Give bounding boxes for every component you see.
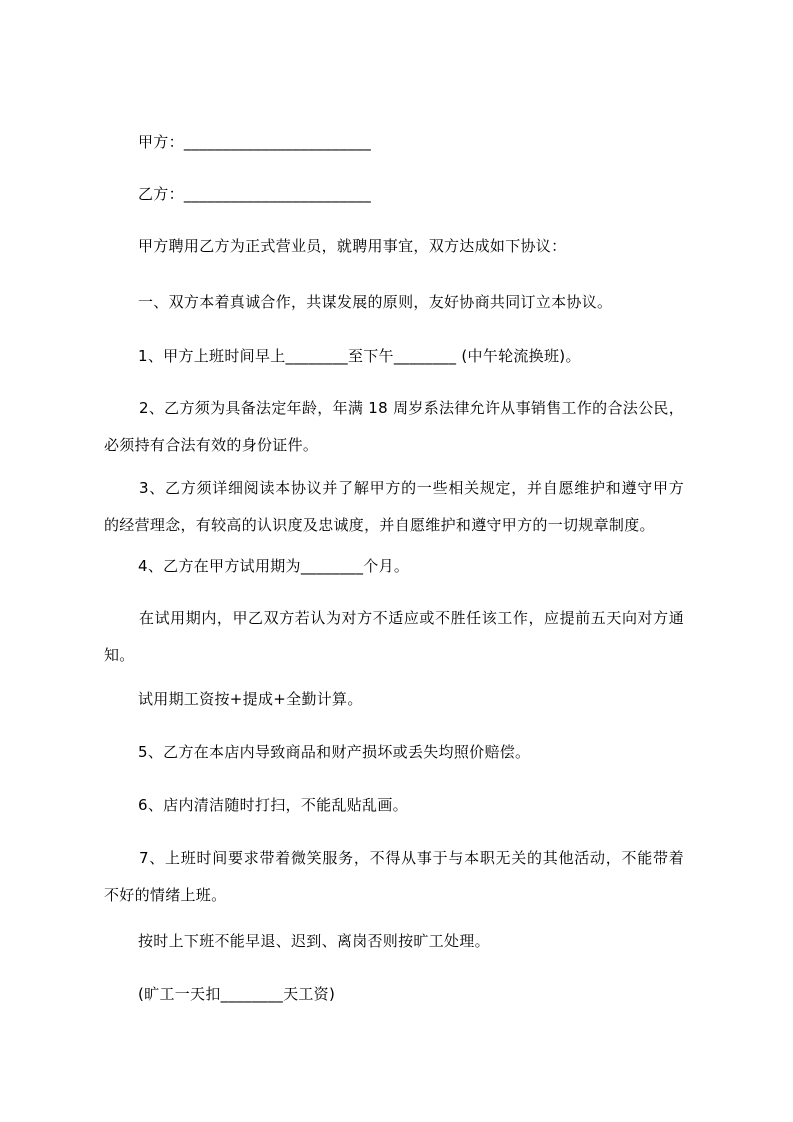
item-7-text: 7、上班时间要求带着微笑服务，不得从事于与本职无关的其他活动，不能带着不好的情绪上班。 <box>104 849 684 904</box>
party-b-line <box>138 185 371 203</box>
party-a-label: 甲方： <box>138 133 184 151</box>
item-3-text: 3、乙方须详细阅读本协议并了解甲方的一些相关规定，并自愿维护和遵守甲方的经营理念，有较高的认识度及忠诚度，并自愿维护和遵守甲方的一切规章制度。 <box>104 479 684 534</box>
item-1-blank-end: ________ <box>393 347 457 365</box>
item-1-text <box>138 347 581 365</box>
item-4-prefix: 4、乙方在甲方试用期为 <box>138 557 301 575</box>
section-1-text: 一、双方本着真诚合作，共谋发展的原则，友好协商共同订立本协议。 <box>138 293 613 311</box>
item-6-text: 6、店内清洁随时打扫，不能乱贴乱画。 <box>138 796 408 814</box>
intro-text: 甲方聘用乙方为正式营业员，就聘用事宜，双方达成如下协议： <box>138 237 567 255</box>
item-1-middle: 至下午 <box>347 347 394 365</box>
absence-text <box>138 985 335 1003</box>
absence-suffix: 天工资) <box>283 985 336 1003</box>
party-a-blank: ________________________ <box>183 133 372 151</box>
item-5-text: 5、乙方在本店内导致商品和财产损坏或丢失均照价赔偿。 <box>138 743 531 761</box>
item-2-text: 2、乙方须为具备法定年龄，年满 18 周岁系法律允许从事销售工作的合法公民，必须持有合法有效的身份证件。 <box>104 399 684 454</box>
item-4-suffix: 个月。 <box>363 557 410 575</box>
item-1-suffix: (中午轮流换班)。 <box>456 347 581 365</box>
item-1-blank-start: ________ <box>285 347 348 365</box>
item-4-text <box>138 557 409 575</box>
party-b-blank: ________________________ <box>183 185 372 203</box>
probation-pay-text: 试用期工资按+提成+全勤计算。 <box>138 690 363 708</box>
probation-notice-text: 在试用期内，甲乙双方若认为对方不适应或不胜任该工作，应提前五天向对方通知。 <box>104 609 684 664</box>
item-1-prefix: 1、甲方上班时间早上 <box>138 347 286 365</box>
party-b-label: 乙方： <box>138 185 184 203</box>
attendance-text: 按时上下班不能早退、迟到、离岗否则按旷工处理。 <box>138 932 490 950</box>
absence-blank: ________ <box>220 985 284 1003</box>
absence-prefix: (旷工一天扣 <box>138 985 221 1003</box>
item-4-blank: ________ <box>300 557 364 575</box>
party-a-line <box>138 133 371 151</box>
